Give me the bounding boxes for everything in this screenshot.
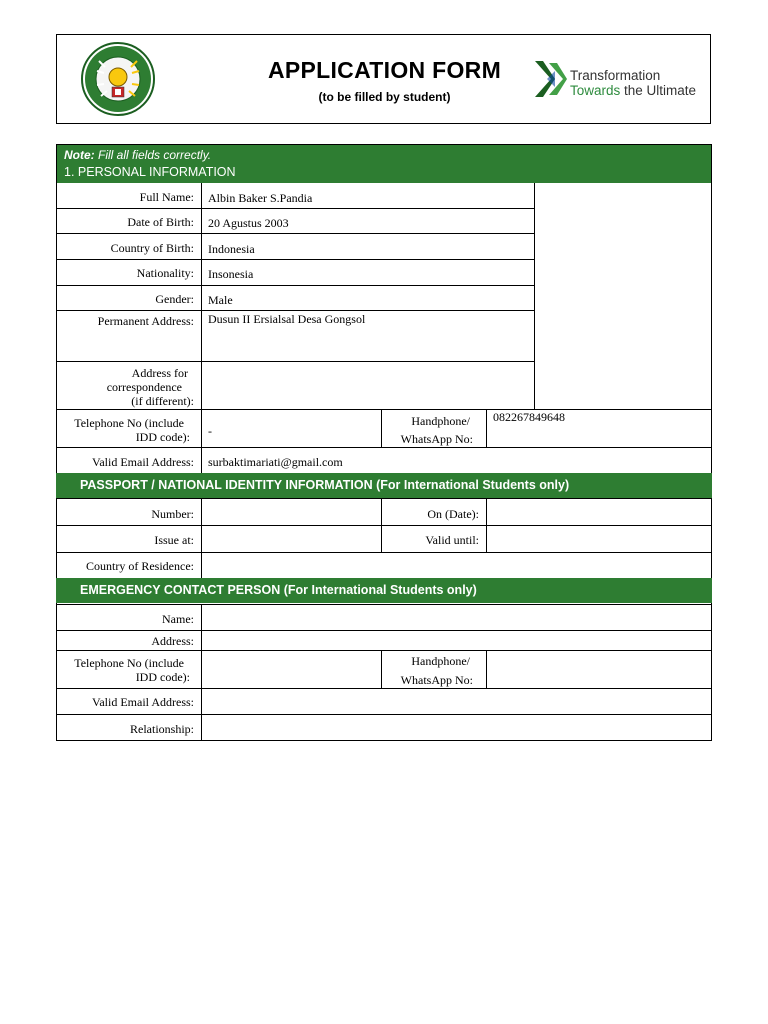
- tagline-line1: Transformation: [570, 68, 661, 83]
- emergency-address-field[interactable]: [208, 633, 704, 648]
- tagline-towards: Towards: [570, 83, 621, 98]
- handphone-label-1: Handphone/: [411, 414, 470, 428]
- emergency-handphone-field[interactable]: [493, 659, 705, 677]
- row-line: [56, 552, 712, 553]
- nationality-field[interactable]: Insonesia: [208, 267, 254, 281]
- passport-number-label: Number:: [151, 507, 194, 521]
- section-personal-title: 1. PERSONAL INFORMATION: [64, 165, 236, 179]
- full-name-field[interactable]: Albin Baker S.Pandia: [208, 191, 313, 205]
- divider: [201, 604, 202, 741]
- divider: [486, 409, 487, 447]
- divider: [201, 183, 202, 473]
- country-birth-label: Country of Birth:: [110, 241, 194, 255]
- perm-address-label: Permanent Address:: [97, 314, 194, 328]
- row-line: [56, 630, 712, 631]
- tagline-ultimate: the Ultimate: [620, 83, 697, 98]
- emergency-telephone-field[interactable]: [208, 659, 374, 677]
- valid-until-label: Valid until:: [425, 533, 479, 547]
- email-field[interactable]: surbaktimariati@gmail.com: [208, 455, 343, 469]
- row-line: [56, 361, 534, 362]
- emergency-name-field[interactable]: [208, 609, 704, 627]
- handphone-field[interactable]: 082267849648: [493, 410, 565, 424]
- transformation-logo-icon: [533, 59, 569, 99]
- divider: [486, 498, 487, 552]
- row-line: [56, 310, 534, 311]
- relationship-label: Relationship:: [130, 722, 194, 736]
- corr-address-label-3: (if different):: [131, 394, 194, 408]
- relationship-field[interactable]: [208, 719, 704, 737]
- emergency-telephone-label-2: IDD code):: [135, 670, 190, 684]
- corr-address-label-1: Address for: [131, 366, 188, 380]
- telephone-label-1: Telephone No (include: [74, 416, 184, 430]
- valid-until-field[interactable]: [493, 530, 705, 548]
- row-line: [56, 259, 534, 260]
- emergency-email-field[interactable]: [208, 693, 704, 711]
- row-line: [56, 285, 534, 286]
- issue-at-field[interactable]: [208, 530, 374, 548]
- section-passport-title: PASSPORT / NATIONAL IDENTITY INFORMATION (For International Students only): [56, 473, 712, 498]
- on-date-field[interactable]: [493, 504, 705, 522]
- row-line: [56, 650, 712, 651]
- corr-address-label-2: correspondence: [106, 380, 182, 394]
- note-prefix: Note:: [64, 148, 95, 162]
- row-line: [56, 447, 712, 448]
- telephone-field[interactable]: -: [208, 424, 212, 438]
- dob-field[interactable]: 20 Agustus 2003: [208, 216, 289, 230]
- issue-at-label: Issue at:: [154, 533, 194, 547]
- gender-label: Gender:: [155, 292, 194, 306]
- telephone-label-2: IDD code):: [135, 430, 190, 444]
- emergency-email-label: Valid Email Address:: [92, 695, 194, 709]
- passport-number-field[interactable]: [208, 504, 374, 522]
- emergency-telephone-label-1: Telephone No (include: [74, 656, 184, 670]
- country-residence-field[interactable]: [208, 556, 704, 574]
- country-birth-field[interactable]: Indonesia: [208, 242, 255, 256]
- application-form: [56, 144, 712, 741]
- divider: [486, 650, 487, 688]
- row-line: [56, 525, 712, 526]
- divider: [201, 498, 202, 578]
- dob-label: Date of Birth:: [127, 215, 194, 229]
- emergency-address-label: Address:: [151, 634, 194, 648]
- tagline-line2: [570, 83, 696, 98]
- on-date-label: On (Date):: [427, 507, 479, 521]
- full-name-label: Full Name:: [139, 190, 194, 204]
- handphone-label-2: WhatsApp No:: [400, 432, 473, 446]
- row-line: [56, 688, 712, 689]
- row-line: [56, 233, 534, 234]
- row-line: [56, 498, 712, 499]
- emergency-handphone-label-2: WhatsApp No:: [400, 673, 473, 687]
- email-label: Valid Email Address:: [92, 455, 194, 469]
- page-subtitle: (to be filled by student): [318, 90, 451, 104]
- row-line: [56, 714, 712, 715]
- row-line: [56, 409, 712, 410]
- corr-address-field[interactable]: [208, 369, 528, 389]
- emergency-handphone-label-1: Handphone/: [411, 654, 470, 668]
- row-line: [56, 604, 712, 605]
- section-emergency-title: EMERGENCY CONTACT PERSON (For International Students only): [56, 578, 712, 603]
- row-line: [56, 208, 534, 209]
- emergency-name-label: Name:: [162, 612, 194, 626]
- photo-box[interactable]: [535, 183, 711, 409]
- nationality-label: Nationality:: [136, 266, 194, 280]
- form-header: [56, 34, 711, 124]
- perm-address-field[interactable]: Dusun II Ersialsal Desa Gongsol: [208, 312, 366, 326]
- country-residence-label: Country of Residence:: [86, 559, 194, 573]
- gender-field[interactable]: Male: [208, 293, 233, 307]
- page-title: APPLICATION FORM: [267, 57, 502, 83]
- note-body: Fill all fields correctly.: [94, 148, 212, 162]
- transformation-logo: [533, 57, 703, 101]
